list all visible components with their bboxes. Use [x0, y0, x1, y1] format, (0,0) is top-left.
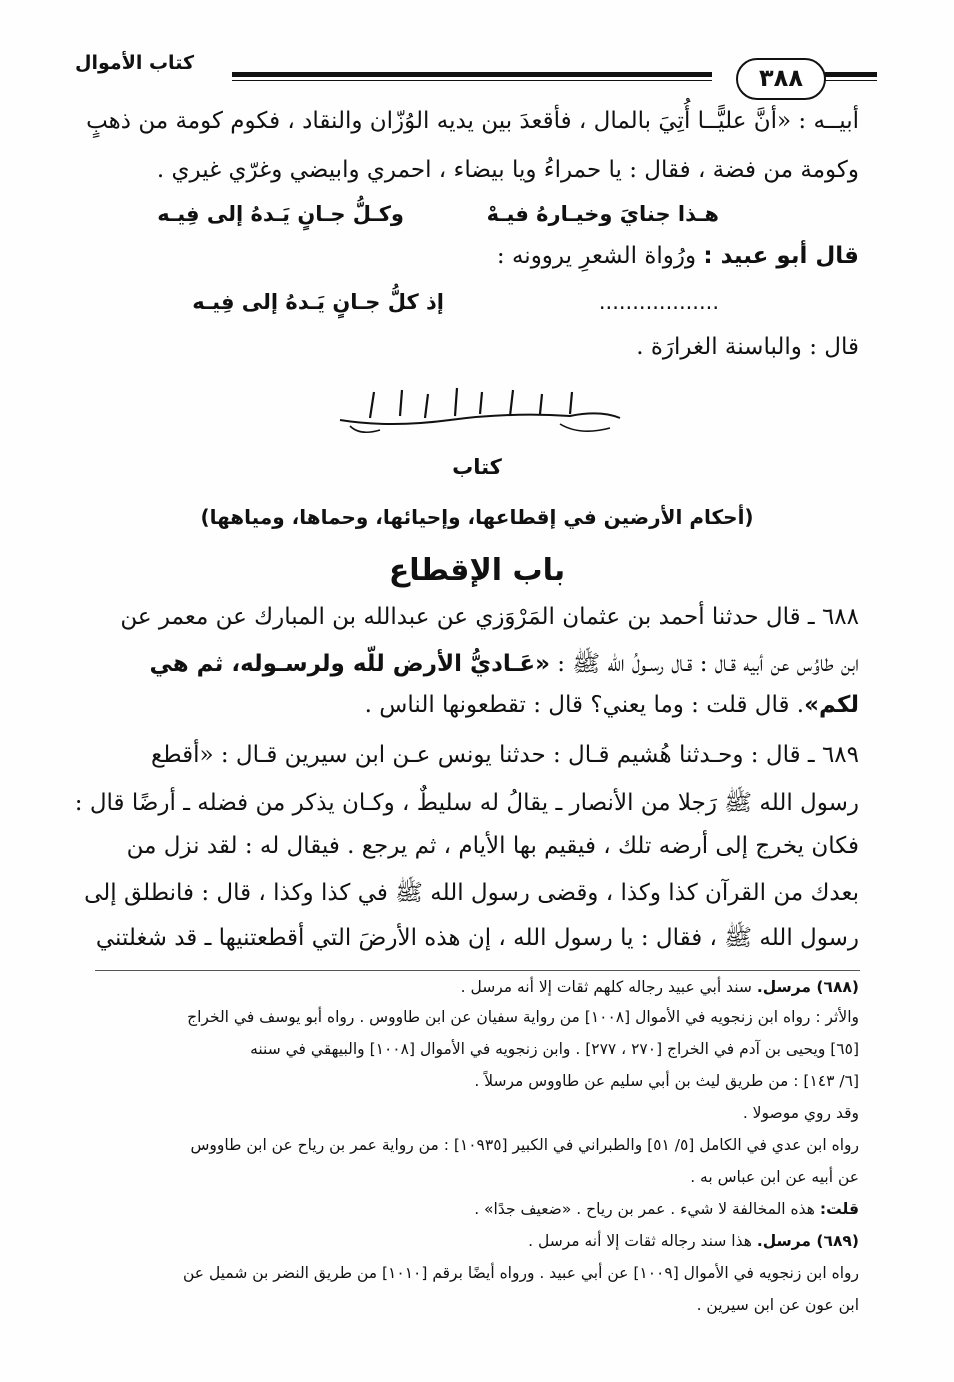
footnote-688-grade: (٦٨٨) مرسل. [756, 978, 859, 996]
hadith-688-line-1: ٦٨٨ ـ قال حدثنا أحمد بن عثمان المَرْوَزي عن عبدالله بن المبارك عن معمر عن [120, 604, 859, 630]
footnote-line-11: ابن عون عن ابن سيرين . [696, 1296, 859, 1314]
hadith-689-line-2: رسول الله ﷺ رَجلا من الأنصار ـ يقالُ له سليطٌ ، وكـان يذكر من فضله ـ أرضًا قال : [74, 790, 859, 816]
page-number: ٣٨٨ [736, 58, 826, 100]
header-rule-right [825, 72, 877, 77]
hadith-688-matn: «عَـاديُّ الأرض للّه ولرسـوله، ثم هي [149, 651, 550, 677]
footnote-688-note: سند أبي عبيد رجاله كلهم ثقات إلا أنه مرسل . [460, 978, 757, 996]
footnote-line-2: والأثر : رواه ابن زنجويه في الأموال [١٠٠٨] من رواية سفيان عن ابن طاووس . رواه أبو يوسف في الخراج [187, 1008, 859, 1026]
verse-2-ellipsis: .................. [598, 290, 719, 314]
footnote-689-heading [528, 1232, 859, 1250]
hadith-689-line-5: رسول الله ﷺ ، فقال : يا رسول الله ، إن هذه الأرضَ التي أقطعتنيها ـ قد شغلتني [95, 925, 859, 951]
footnote-line-4: [٦/ ١٤٣] : من طريق ليث بن أبي سليم عن طاووس مرسلاً . [474, 1072, 859, 1090]
hadith-688-explanation: . قال قلت : وما يعني؟ قال : تقطعونها الناس . [364, 692, 805, 718]
top-text-line-1: أبيــه : «أنَّ عليًّــا أُتِيَ بالمال ، فأقعدَ بين يديه الوُزّان والنقاد ، فكوم كومة من ذهبٍ [86, 108, 859, 134]
footnote-line-3: [٦٥] ويحيى بن آدم في الخراج [٢٧٠ ، ٢٧٧] . وابن زنجويه في الأموال [١٠٠٨] والبيهقي في سننه [250, 1040, 859, 1058]
top-text-line-2: وكومة من فضة ، فقال : يا حمراءُ ويا بيضاء ، احمري وابيضي وغرّي غيري . [156, 157, 859, 183]
abu-ubaid-text: ورُواة الشعرِ يروونه : [496, 243, 704, 269]
header-rule [232, 72, 712, 77]
abu-ubaid-label: قال أبو عبيد : [703, 243, 859, 269]
footnote-689-note: هذا سند رجاله ثقات إلا أنه مرسل . [528, 1232, 757, 1250]
hadith-688-chain: ابن طاوُس عن أبيه قـال : قـال رسـولُ الله ﷺ : [549, 651, 859, 677]
kitab-subtitle: (أحكام الأرضين في إقطاعها، وإحيائها، وحماها، ومياهها) [200, 505, 754, 529]
footnote-line-6: رواه ابن عدي في الكامل [٥/ ٥١] والطبراني في الكبير [١٠٩٣٥] : من رواية عمر بن رياح عن ابن طاووس [190, 1136, 859, 1154]
hadith-689-line-1: ٦٨٩ ـ قال : وحـدثنا هُشيم قـال : حدثنا يونس عـن ابن سيرين قـال : «أقطع [150, 742, 859, 768]
footnote-line-8 [474, 1200, 859, 1218]
verse-1-right-hemistich: هـذا جنايَ وخيـارهُ فيـهْ [486, 202, 719, 226]
verse-2-left-hemistich: إذ كلُّ جـانٍ يَـدهُ إلى فِيـه [192, 290, 444, 314]
footnote-qultu-text: هذه المخالفة لا شيء . عمر بن رياح . «ضعيف جدًا» . [474, 1200, 820, 1218]
footnote-line-10: رواه ابن زنجويه في الأموال [١٠٠٩] عن أبي عبيد . ورواه أيضًا برقم [١٠١٠] من طريق النضر بن شميل عن [182, 1264, 859, 1282]
hadith-688-line-3 [365, 692, 859, 718]
header-rule-thin [232, 80, 712, 81]
hadith-688-matn-end: لكم» [804, 692, 859, 718]
basmala-calligraphy [330, 380, 630, 440]
running-header-title: كتاب الأموال [75, 52, 194, 74]
verse-1-left-hemistich: وكـلُّ جـانٍ يَـدهُ إلى فِيـه [157, 202, 404, 226]
bab-heading: باب الإقطاع [388, 553, 566, 588]
footnote-689-grade: (٦٨٩) مرسل. [756, 1232, 859, 1250]
basmala-text: بسم الله الرحمن الرحيم [429, 402, 531, 413]
kitab-heading: كتاب [452, 455, 502, 479]
footnote-688-heading [461, 978, 859, 996]
hadith-688-line-2 [149, 649, 859, 683]
header-rule-right-thin [825, 80, 877, 81]
footnote-line-5: وقد روي موصولا . [742, 1104, 859, 1122]
abu-ubaid-line [497, 243, 859, 269]
footnote-rule [95, 970, 860, 971]
hadith-689-line-4: بعدك من القرآن كذا وكذا ، وقضى رسول الله ﷺ في كذا وكذا ، قال : فانطلق إلى [84, 880, 859, 906]
footnote-qultu: قلت: [819, 1200, 859, 1218]
hadith-689-line-3: فكان يخرج إلى أرضه تلك ، فيقيم بها الأيام ، ثم يرجع . فيقال له : لقد نزل من [126, 833, 859, 859]
gloss-line: قال : والباسنة الغرارَة . [636, 334, 859, 360]
footnote-line-7: عن أبيه عن ابن عباس به . [690, 1168, 859, 1186]
